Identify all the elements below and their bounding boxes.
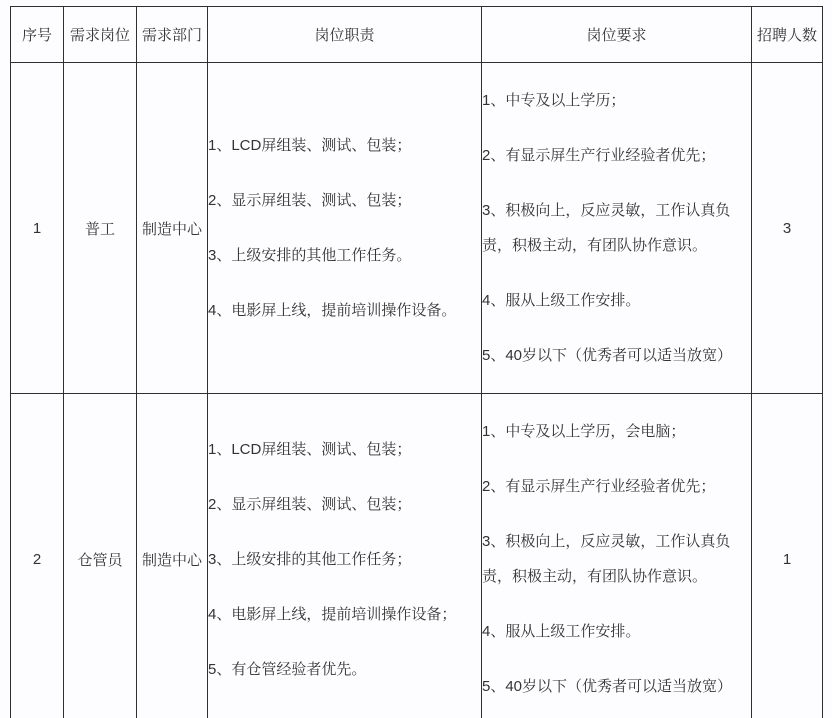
- duty-item: 4、电影屏上线，提前培训操作设备；: [208, 605, 457, 623]
- header-serial-number: 序号: [11, 7, 64, 63]
- duty-item: 2、显示屏组装、测试、包装；: [208, 192, 412, 209]
- row1-requirements: [482, 63, 752, 394]
- table-row: [11, 63, 823, 394]
- header-headcount: 招聘人数: [752, 7, 823, 63]
- row2-headcount: 1: [752, 394, 823, 718]
- row1-serial-number: 1: [11, 63, 64, 394]
- requirement-item: 5、40岁以下（优秀者可以适当放宽）: [482, 678, 733, 695]
- requirement-item: 3、积极向上，反应灵敏，工作认真负责，积极主动，有团队协作意识。: [482, 533, 731, 585]
- header-position: 需求岗位: [64, 7, 137, 63]
- row2-department: 制造中心: [137, 394, 208, 718]
- duty-item: 1、LCD屏组装、测试、包装；: [208, 137, 412, 154]
- requirement-item: 4、服从上级工作安排。: [482, 292, 641, 309]
- duty-item: 3、上级安排的其他工作任务；: [208, 550, 412, 568]
- duty-item: 2、显示屏组装、测试、包装；: [208, 495, 412, 513]
- row1-headcount: 3: [752, 63, 823, 394]
- row2-requirements: [482, 394, 752, 718]
- row2-serial-number: 2: [11, 394, 64, 718]
- requirement-item: 1、中专及以上学历，会电脑；: [482, 423, 686, 440]
- requirement-item: 1、中专及以上学历；: [482, 92, 626, 109]
- duty-item: 3、上级安排的其他工作任务。: [208, 247, 412, 264]
- duty-item: 4、电影屏上线，提前培训操作设备。: [208, 302, 457, 319]
- requirement-item: 2、有显示屏生产行业经验者优先；: [482, 147, 716, 164]
- duty-item: 1、LCD屏组装、测试、包装；: [208, 440, 412, 458]
- requirement-item: 2、有显示屏生产行业经验者优先；: [482, 478, 716, 495]
- row1-duties: [208, 63, 482, 394]
- row1-department: 制造中心: [137, 63, 208, 394]
- requirement-item: 3、积极向上，反应灵敏，工作认真负责，积极主动，有团队协作意识。: [482, 202, 731, 254]
- table-row: [11, 394, 823, 718]
- requirement-item: 4、服从上级工作安排。: [482, 623, 641, 640]
- header-department: 需求部门: [137, 7, 208, 63]
- duty-item: 5、有仓管经验者优先。: [208, 660, 367, 678]
- table-header-row: [11, 7, 823, 63]
- requirement-item: 5、40岁以下（优秀者可以适当放宽）: [482, 347, 733, 364]
- recruitment-table: [10, 6, 823, 718]
- header-requirements: 岗位要求: [482, 7, 752, 63]
- row1-position: 普工: [64, 63, 137, 394]
- header-duties: 岗位职责: [208, 7, 482, 63]
- row2-position: 仓管员: [64, 394, 137, 718]
- row2-duties: [208, 394, 482, 718]
